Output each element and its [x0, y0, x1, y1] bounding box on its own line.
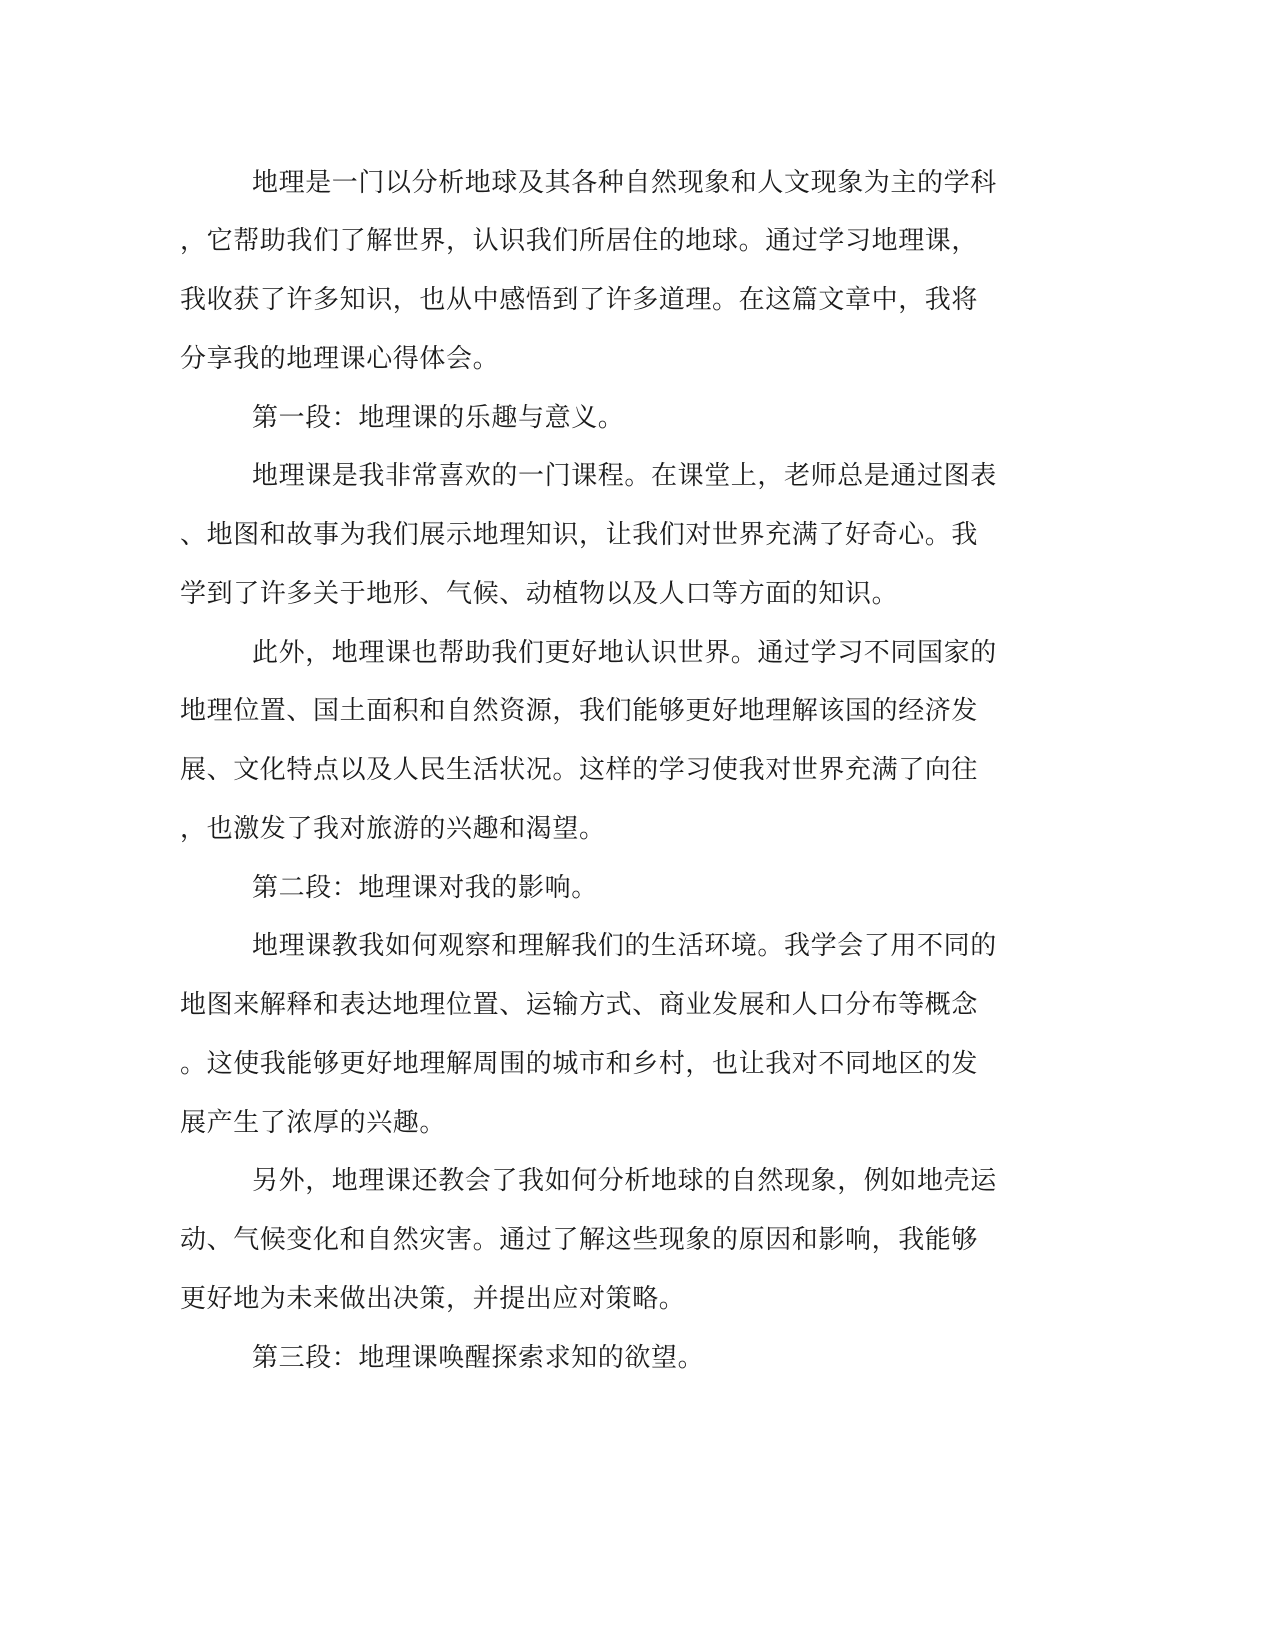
text-line: ，也激发了我对旅游的兴趣和渴望。 — [180, 814, 606, 844]
text-line: 学到了许多关于地形、气候、动植物以及人口等方面的知识。 — [180, 579, 899, 609]
text-line: 、地图和故事为我们展示地理知识，让我们对世界充满了好奇心。我 — [180, 520, 979, 550]
text-line: ，它帮助我们了解世界，认识我们所居住的地球。通过学习地理课， — [180, 226, 979, 256]
text-line: 另外，地理课还教会了我如何分析地球的自然现象，例如地壳运 — [252, 1166, 997, 1196]
section-heading-2: 第二段：地理课对我的影响。 — [252, 873, 598, 903]
text-line: 展产生了浓厚的兴趣。 — [180, 1108, 447, 1138]
text-line: 地理课教我如何观察和理解我们的生活环境。我学会了用不同的 — [252, 931, 997, 961]
text-line: 地图来解释和表达地理位置、运输方式、商业发展和人口分布等概念 — [180, 990, 979, 1020]
text-line: 地理是一门以分析地球及其各种自然现象和人文现象为主的学科 — [252, 168, 997, 198]
text-line: 展、文化特点以及人民生活状况。这样的学习使我对世界充满了向往 — [180, 755, 979, 785]
text-line: 更好地为未来做出决策，并提出应对策略。 — [180, 1284, 686, 1314]
text-line: 分享我的地理课心得体会。 — [180, 344, 500, 374]
section-heading-3: 第三段：地理课唤醒探索求知的欲望。 — [252, 1343, 705, 1373]
text-line: 地理课是我非常喜欢的一门课程。在课堂上，老师总是通过图表 — [252, 461, 997, 491]
text-line: 此外，地理课也帮助我们更好地认识世界。通过学习不同国家的 — [252, 638, 997, 668]
text-line: 我收获了许多知识，也从中感悟到了许多道理。在这篇文章中，我将 — [180, 285, 979, 315]
section-heading-1: 第一段：地理课的乐趣与意义。 — [252, 403, 625, 433]
text-line: 。这使我能够更好地理解周围的城市和乡村，也让我对不同地区的发 — [180, 1049, 979, 1079]
text-line: 动、气候变化和自然灾害。通过了解这些现象的原因和影响，我能够 — [180, 1225, 979, 1255]
text-line: 地理位置、国土面积和自然资源，我们能够更好地理解该国的经济发 — [180, 696, 979, 726]
